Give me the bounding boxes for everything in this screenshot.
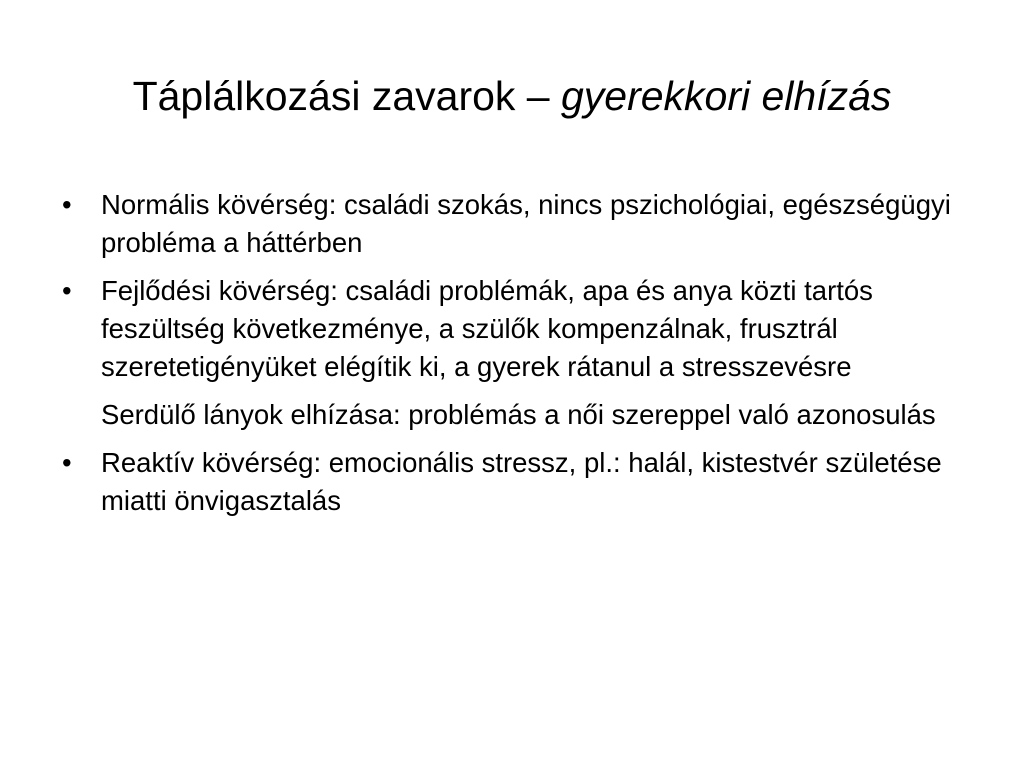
title-plain-text: Táplálkozási zavarok –: [132, 73, 561, 119]
bullet-list: [56, 186, 986, 530]
bullet-marker: •: [62, 447, 72, 478]
bullet-marker: •: [62, 189, 72, 220]
list-item-normal-obesity: [56, 186, 986, 262]
list-item-developmental-obesity: [56, 272, 986, 386]
bullet-marker: •: [62, 275, 72, 306]
list-item-text: Fejlődési kövérség: családi problémák, apa és anya közti tartós feszültség következménye, a szülők kompenzálnak, frusztrál szeretetigényüket elégítik ki, a gyerek rátanul a stresszevésre: [101, 275, 873, 382]
slide-title: [0, 68, 1024, 124]
list-item-text: Reaktív kövérség: emocionális stressz, pl.: halál, kistestvér születése miatti önvigasztalás: [101, 447, 942, 516]
list-item-text: Normális kövérség: családi szokás, nincs pszichológiai, egészségügyi probléma a háttérben: [101, 189, 951, 258]
list-item-adolescent-girls: [56, 396, 986, 434]
title-italic-text: gyerekkori elhízás: [560, 73, 892, 119]
list-item-text: Serdülő lányok elhízása: problémás a női szereppel való azonosulás: [101, 399, 936, 430]
list-item-reactive-obesity: [56, 444, 986, 520]
